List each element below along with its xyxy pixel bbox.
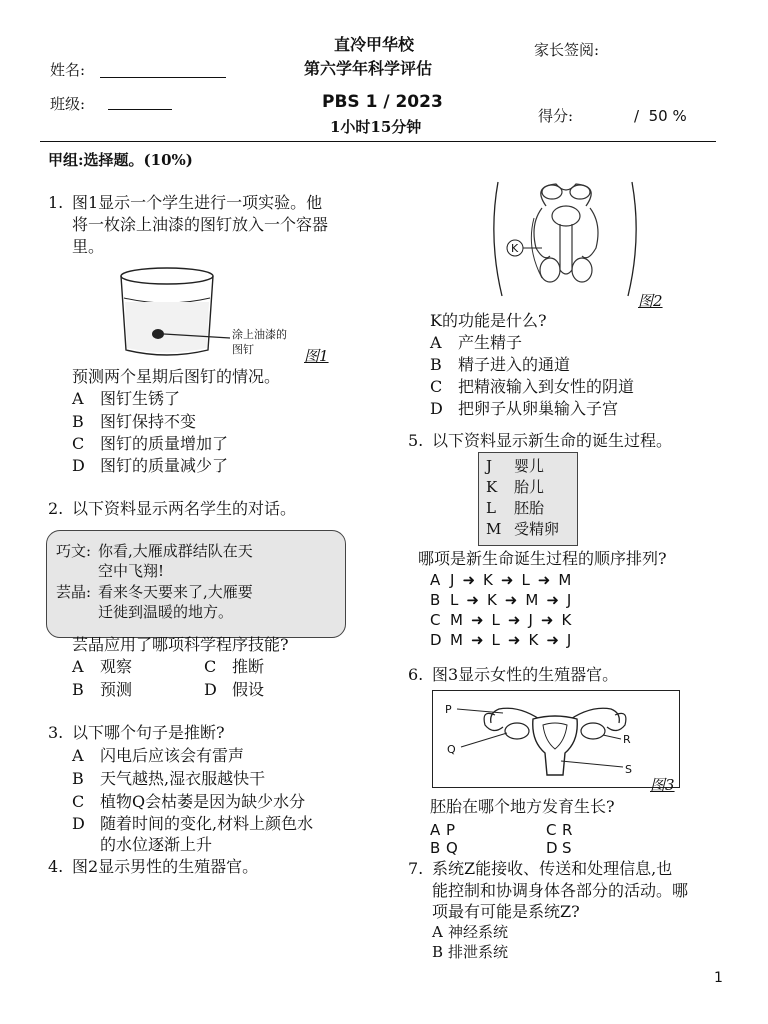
q3-number: 3.	[48, 723, 64, 742]
q5-stage-l: L 胚胎	[486, 499, 545, 517]
q6-mark-r: R	[623, 733, 631, 746]
q4-prompt: K的功能是什么?	[430, 311, 547, 330]
q2-speaker-2-line-2: 迁徙到温暖的地方。	[98, 603, 234, 621]
name-blank	[100, 77, 226, 78]
q6-text: 图3显示女性的生殖器官。	[432, 665, 619, 684]
q5-stage-j: J 婴儿	[486, 457, 545, 475]
assessment-title: 第六学年科学评估	[304, 59, 433, 78]
q6-mark-q: Q	[447, 743, 456, 756]
school-name: 直冷甲华校	[334, 35, 415, 54]
q6-female-organ-figure	[433, 691, 677, 785]
q6-number: 6.	[408, 665, 424, 684]
q4-male-organ-figure	[486, 178, 646, 300]
q5-seq-item: L	[491, 611, 500, 629]
q2-option-d[interactable]: D 假设	[204, 680, 265, 699]
arrow-right-icon: ➜	[470, 611, 484, 629]
arrow-right-icon: ➜	[507, 611, 521, 629]
q1-prompt: 预测两个星期后图钉的情况。	[72, 367, 281, 386]
q5-seq-item: J	[566, 591, 572, 609]
q4-option-d[interactable]: D 把卵子从卵巢输入子宫	[430, 399, 619, 418]
q5-seq-item: J	[566, 631, 572, 649]
q3-option-b[interactable]: B 天气越热,湿衣服越快干	[72, 769, 266, 788]
q5-prompt: 哪项是新生命诞生过程的顺序排列?	[418, 549, 667, 568]
arrow-right-icon: ➜	[504, 591, 518, 609]
q6-prompt: 胚胎在哪个地方发育生长?	[430, 797, 615, 816]
q2-text: 以下资料显示两名学生的对话。	[72, 499, 297, 518]
arrow-right-icon: ➜	[540, 611, 554, 629]
q1-option-d[interactable]: D 图钉的质量减少了	[72, 456, 229, 475]
q7-number: 7.	[408, 859, 424, 878]
q5-option-c[interactable]	[430, 610, 571, 630]
q1-fig-note-1: 涂上油漆的	[232, 328, 287, 341]
q3-option-d[interactable]: D 随着时间的变化,材料上颜色水	[72, 814, 314, 833]
q5-option-a[interactable]	[430, 570, 571, 590]
q1-option-c[interactable]: C 图钉的质量增加了	[72, 434, 229, 453]
q5-seq-item: L	[450, 591, 459, 609]
q3-option-a[interactable]: A 闪电后应该会有雷声	[72, 746, 245, 765]
q4-fig-mark-k: K	[511, 242, 519, 255]
q5-option-b[interactable]	[430, 590, 571, 610]
q7-line-3: 项最有可能是系统Z?	[432, 902, 580, 921]
q5-seq-item: K	[483, 571, 493, 589]
arrow-right-icon: ➜	[507, 631, 521, 649]
q5-text: 以下资料显示新生命的诞生过程。	[432, 431, 673, 450]
q7-option-a[interactable]: A 神经系统	[432, 923, 509, 941]
pbs-title: PBS 1 / 2023	[322, 92, 443, 112]
q5-seq-item: K	[561, 611, 572, 629]
q1-line-3: 里。	[72, 237, 105, 256]
q1-fig-label: 图1	[304, 347, 329, 365]
q7-line-1: 系统Z能接收、传送和处理信息,也	[432, 859, 673, 878]
arrow-right-icon: ➜	[462, 571, 476, 589]
q5-seq-item: K	[528, 631, 539, 649]
q4-option-c[interactable]: C 把精液输入到女性的阴道	[430, 377, 635, 396]
q2-speaker-1: 巧文:	[56, 542, 92, 560]
q5-seq-item: M	[525, 591, 539, 609]
q5-seq-item: M	[450, 631, 463, 649]
class-blank	[108, 109, 172, 110]
q5-stage-k: K 胎儿	[486, 478, 545, 496]
q5-option-letter: D	[430, 631, 442, 649]
q2-speaker-2-line-1: 看来冬天要来了,大雁要	[98, 583, 253, 601]
q4-text: 图2显示男性的生殖器官。	[72, 857, 259, 876]
score-label: 得分:	[538, 107, 574, 125]
duration: 1小时15分钟	[330, 118, 422, 136]
q5-option-letter: B	[430, 591, 441, 609]
q3-option-c[interactable]: C 植物Q会枯萎是因为缺少水分	[72, 792, 306, 811]
q3-option-d-line-2: 的水位逐渐上升	[100, 835, 213, 854]
q1-fig-note-2: 图钉	[232, 343, 254, 356]
q5-stage-m: M 受精卵	[486, 520, 560, 538]
q2-speaker-1-line-1: 你看,大雁成群结队在天	[98, 542, 253, 560]
q2-option-c[interactable]: C 推断	[204, 657, 265, 676]
q2-speaker-1-line-2: 空中飞翔!	[98, 562, 165, 580]
section-title: 甲组:选择题。(10%)	[48, 151, 193, 169]
q7-line-2: 能控制和协调身体各部分的活动。哪	[432, 881, 689, 900]
q5-seq-item: J	[528, 611, 533, 629]
q4-option-a[interactable]: A 产生精子	[430, 333, 523, 352]
q3-text: 以下哪个句子是推断?	[72, 723, 225, 742]
page-number: 1	[714, 970, 723, 986]
arrow-right-icon: ➜	[537, 571, 551, 589]
q2-speaker-2: 芸晶:	[56, 583, 92, 601]
parent-sign-label: 家长签阅:	[534, 41, 600, 59]
q5-seq-item: M	[450, 611, 463, 629]
q6-mark-s: S	[625, 763, 632, 776]
q6-option-b[interactable]: B Q	[430, 839, 458, 857]
arrow-right-icon: ➜	[466, 591, 479, 609]
arrow-right-icon: ➜	[500, 571, 514, 589]
q2-option-a[interactable]: A 观察	[72, 657, 133, 676]
q6-option-d[interactable]: D S	[546, 839, 572, 857]
arrow-right-icon: ➜	[546, 631, 559, 649]
score-total: / 50 %	[634, 107, 687, 125]
q5-seq-item: L	[521, 571, 530, 589]
arrow-right-icon: ➜	[546, 591, 559, 609]
q1-option-b[interactable]: B 图钉保持不变	[72, 412, 197, 431]
q4-option-b[interactable]: B 精子进入的通道	[430, 355, 571, 374]
q2-prompt: 芸晶应用了哪项科学程序技能?	[72, 635, 289, 654]
q1-line-2: 将一枚涂上油漆的图钉放入一个容器	[72, 215, 329, 234]
q2-option-b[interactable]: B 预测	[72, 680, 133, 699]
q5-number: 5.	[408, 431, 424, 450]
q6-option-a[interactable]: A P	[430, 821, 456, 839]
q5-seq-item: J	[450, 571, 455, 589]
q6-fig-label: 图3	[650, 776, 675, 794]
q4-number: 4.	[48, 857, 64, 876]
q6-option-c[interactable]: C R	[546, 821, 573, 839]
q2-number: 2.	[48, 499, 64, 518]
q5-option-letter: A	[430, 571, 441, 589]
header-divider	[40, 141, 716, 142]
class-label: 班级:	[50, 95, 86, 113]
name-label: 姓名:	[50, 61, 86, 79]
q4-fig-label: 图2	[638, 292, 663, 310]
q5-seq-item: K	[486, 591, 497, 609]
q5-seq-item: M	[558, 571, 572, 589]
q1-number: 1.	[48, 193, 64, 212]
q6-mark-p: P	[445, 703, 452, 716]
q7-option-b[interactable]: B 排泄系统	[432, 943, 509, 961]
q1-line-1: 图1显示一个学生进行一项实验。他	[72, 193, 323, 212]
q5-seq-item: L	[491, 631, 500, 649]
q5-option-letter: C	[430, 611, 441, 629]
q1-option-a[interactable]: A 图钉生锈了	[72, 389, 181, 408]
arrow-right-icon: ➜	[470, 631, 484, 649]
q5-option-d[interactable]	[430, 630, 571, 650]
